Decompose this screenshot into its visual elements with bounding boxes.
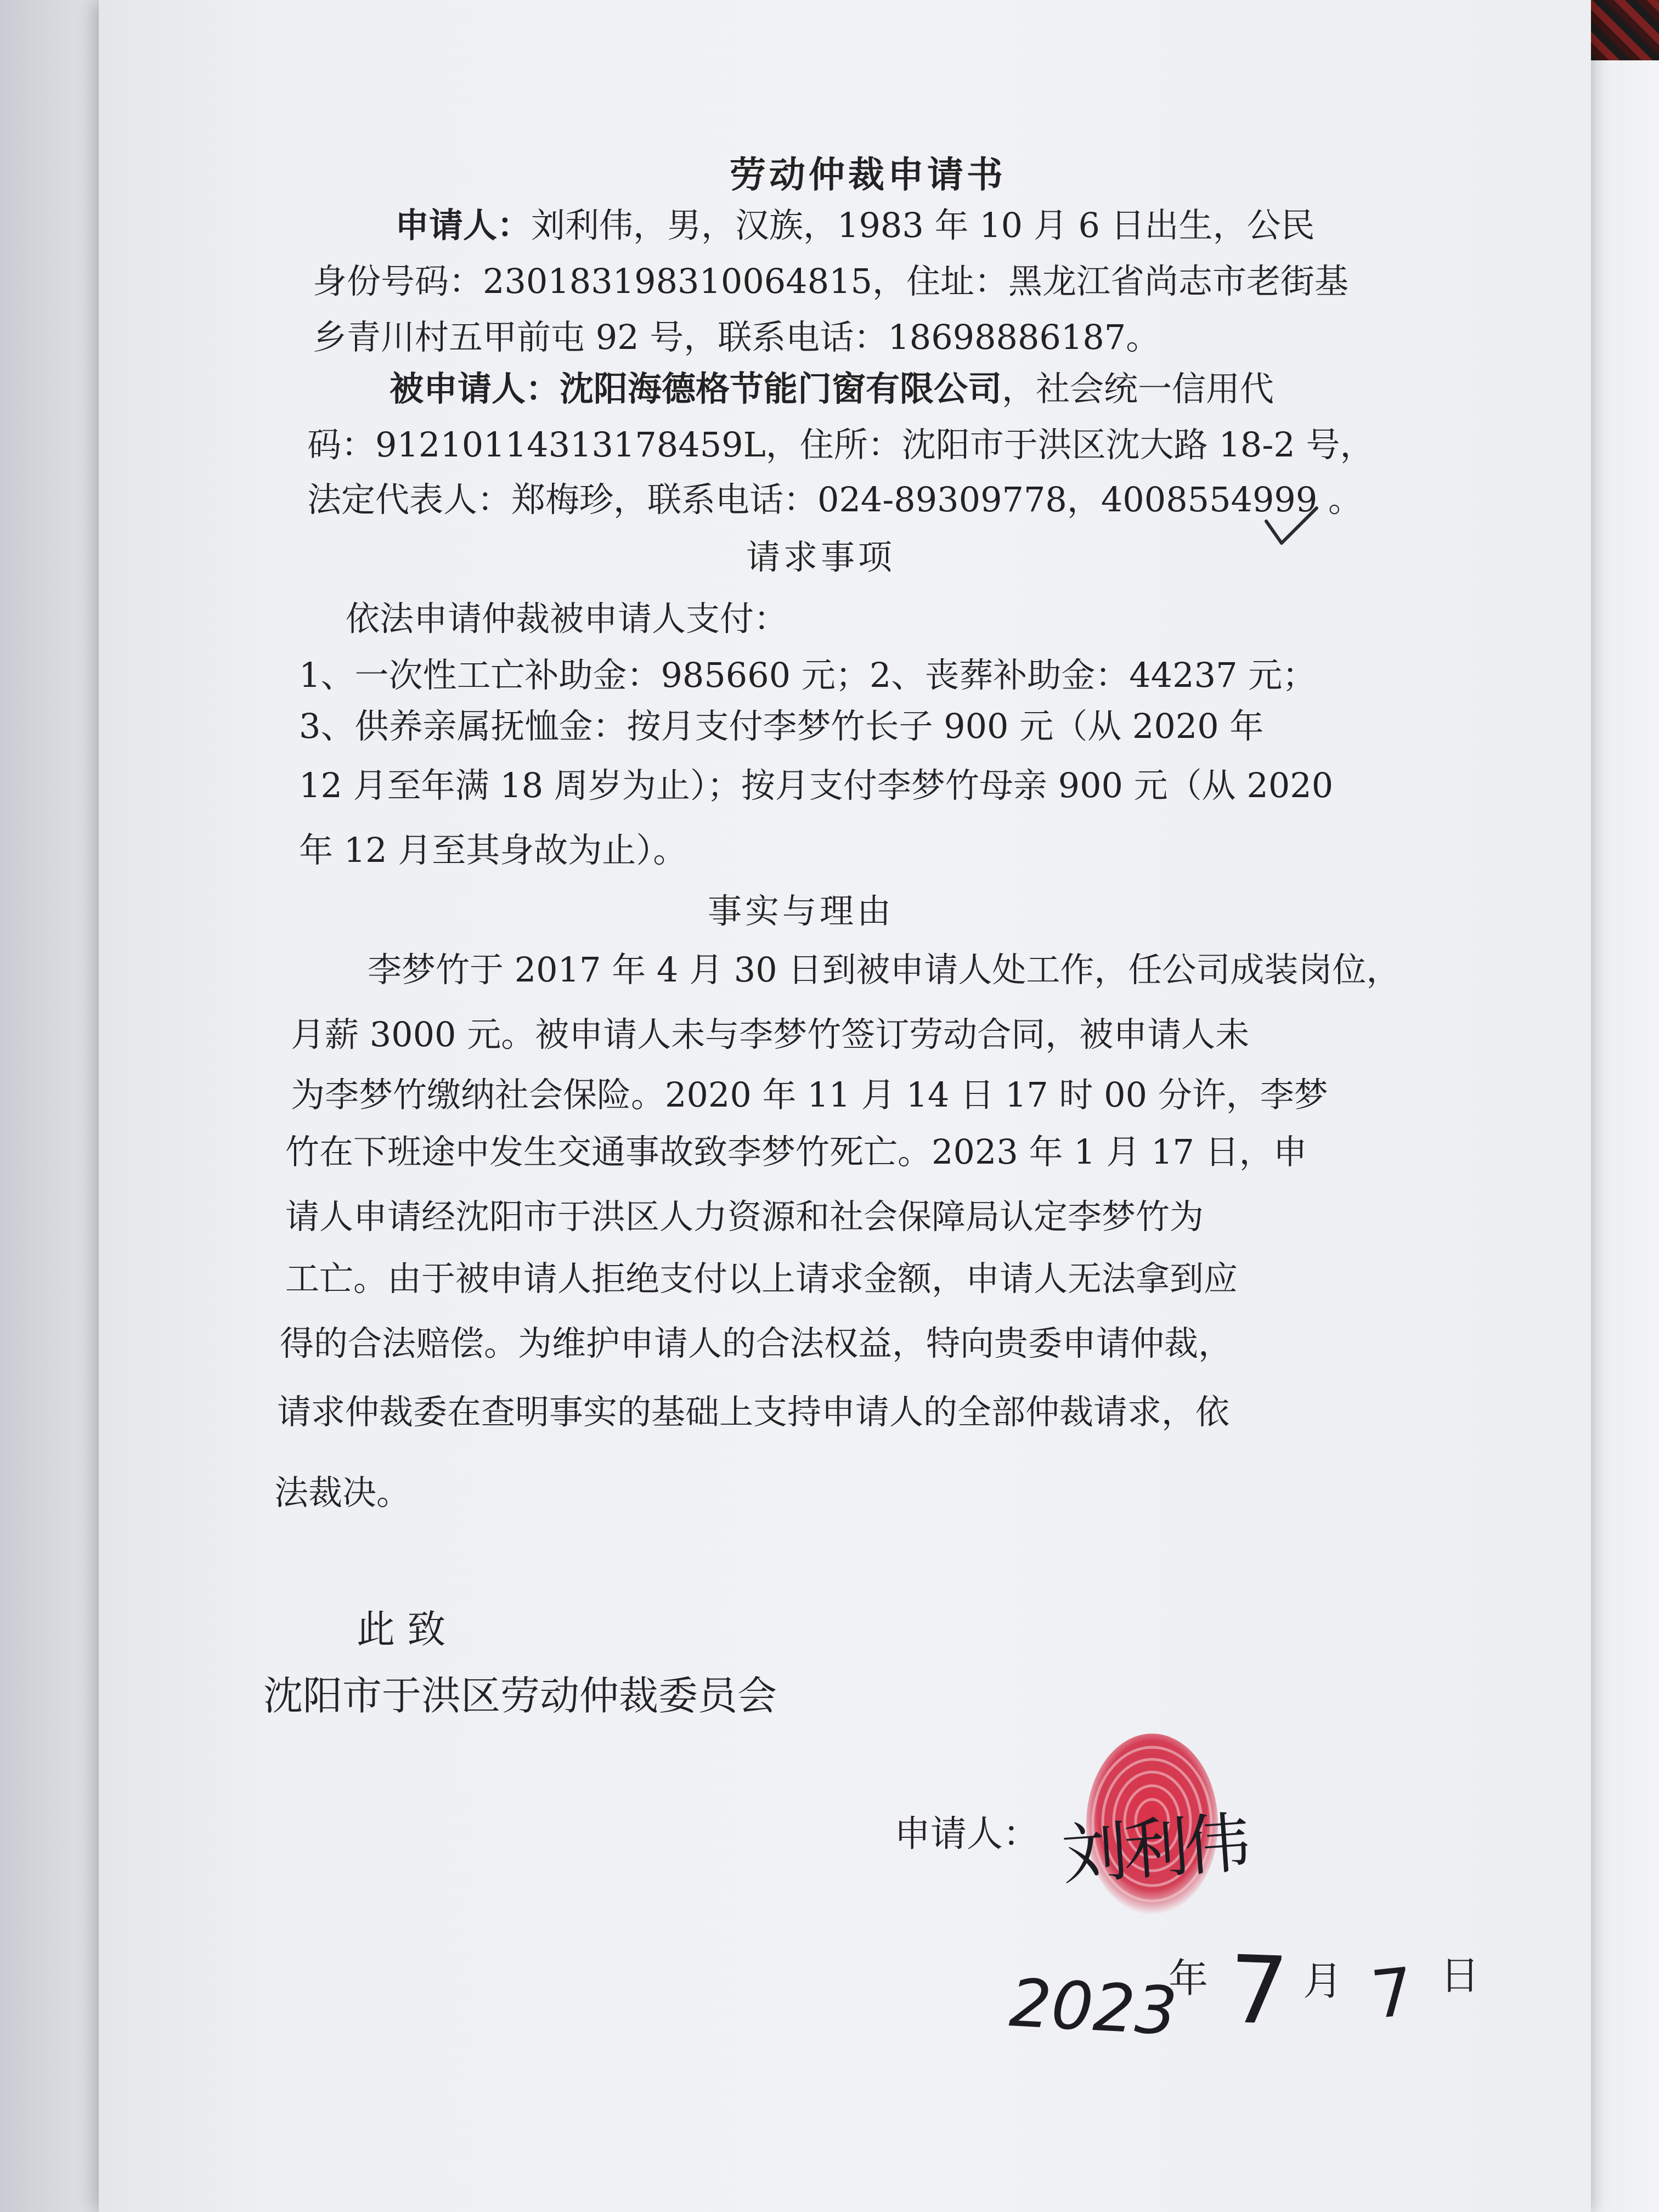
claims-intro: 依法申请仲裁被申请人支付： [346, 599, 788, 639]
facts-line-1: 李梦竹于 2017 年 4 月 30 日到被申请人处工作，任公司成装岗位， [368, 950, 1401, 990]
handwritten-signature: 刘利伟 [1059, 1805, 1249, 1894]
claims-line-1: 1、一次性工亡补助金：985660 元；2、丧葬补助金：44237 元； [299, 655, 1317, 695]
claims-heading: 请求事项 [746, 537, 896, 577]
claims-line-4: 年 12 月至其身故为止）。 [299, 830, 687, 870]
handwritten-check-mark-icon [1262, 505, 1322, 549]
facts-line-2: 月薪 3000 元。被申请人未与李梦竹签订劳动合同，被申请人未 [291, 1014, 1250, 1054]
date-day: 7 [1367, 1954, 1418, 2034]
facts-line-5: 请人申请经沈阳市于洪区人力资源和社会保障局认定李梦竹为 [285, 1197, 1204, 1237]
facts-line-6: 工亡。由于被申请人拒绝支付以上请求金额，申请人无法拿到应 [285, 1259, 1238, 1299]
signature-label: 申请人： [894, 1813, 1039, 1855]
facts-line-7: 得的合法赔偿。为维护申请人的合法权益，特向贵委申请仲裁， [280, 1323, 1233, 1363]
respondent-label: 被申请人：沈阳海德格节能门窗有限公司 [390, 369, 1002, 409]
claims-line-3: 12 月至年满 18 周岁为止）；按月支付李梦竹母亲 900 元（从 2020 [299, 765, 1334, 805]
facts-line-4: 竹在下班途中发生交通事故致李梦竹死亡。2023 年 1 月 17 日，申 [285, 1132, 1307, 1172]
closing-salutation: 此 致 [357, 1607, 446, 1652]
document-title: 劳动仲裁申请书 [730, 153, 1006, 196]
respondent-credit-code-label: ，社会统一信用代 [1002, 369, 1274, 409]
respondent-line-2: 码：91210114313178459L，住所：沈阳市于洪区沈大路 18-2 号， [307, 425, 1374, 465]
facts-line-9: 法裁决。 [274, 1472, 411, 1513]
date-day-unit: 日 [1440, 1953, 1480, 1999]
facts-line-3: 为李梦竹缴纳社会保险。2020 年 11 月 14 日 17 时 00 分许，李梦 [291, 1075, 1328, 1115]
facts-heading: 事实与理由 [708, 891, 895, 931]
date-month: 7 [1227, 1936, 1290, 2046]
facts-line-8: 请求仲裁委在查明事实的基础上支持申请人的全部仲裁请求，依 [277, 1392, 1230, 1432]
respondent-line-1 [390, 369, 1274, 409]
closing-recipient: 沈阳市于洪区劳动仲裁委员会 [263, 1673, 777, 1719]
date-year-unit: 年 [1169, 1955, 1209, 2001]
applicant-line-3: 乡青川村五甲前屯 92 号，联系电话：18698886187。 [313, 317, 1160, 357]
applicant-details: 刘利伟，男，汉族，1983 年 10 月 6 日出生，公民 [531, 205, 1315, 245]
applicant-line-2: 身份号码：230183198310064815，住址：黑龙江省尚志市老街基 [313, 261, 1349, 301]
claims-line-2: 3、供养亲属抚恤金：按月支付李梦竹长子 900 元（从 2020 年 [299, 706, 1264, 746]
applicant-label: 申请人： [395, 205, 532, 245]
date-month-unit: 月 [1303, 1958, 1343, 2004]
date-year: 2023 [1007, 1965, 1179, 2050]
respondent-line-3: 法定代表人：郑梅珍，联系电话：024-89309778，4008554999 。 [307, 479, 1363, 520]
applicant-line-1 [395, 205, 1315, 245]
